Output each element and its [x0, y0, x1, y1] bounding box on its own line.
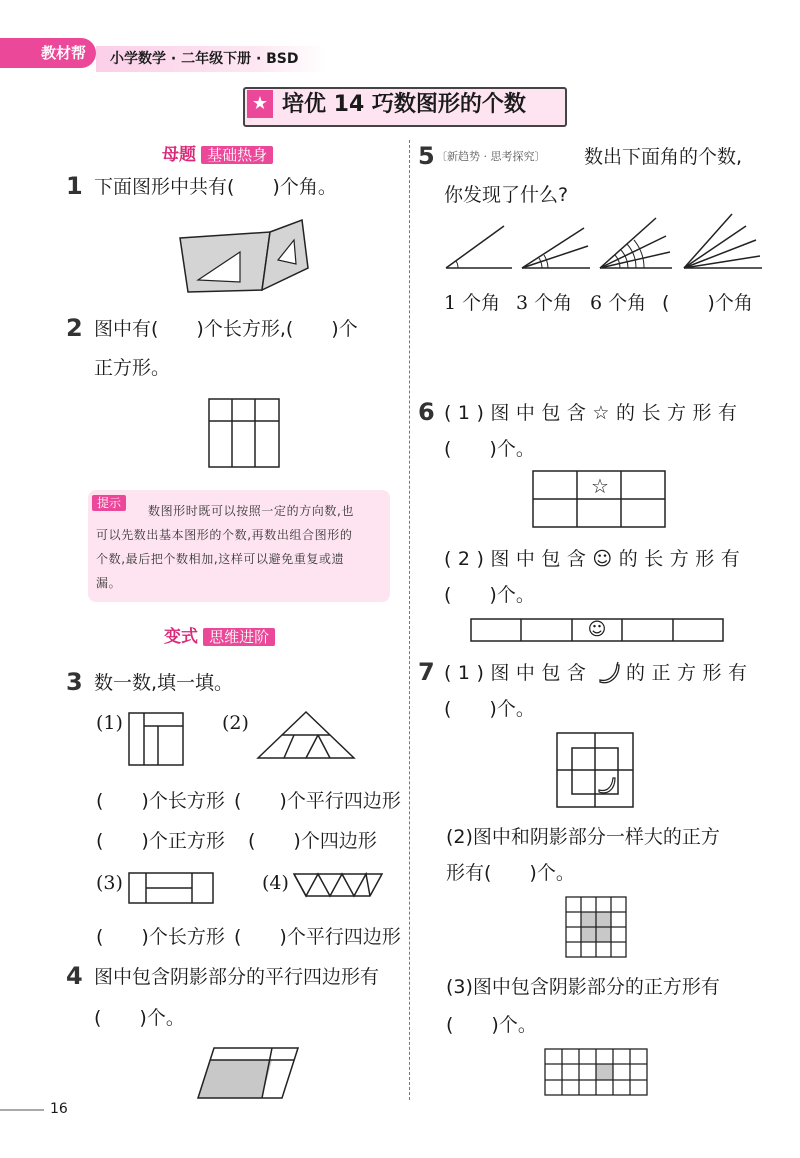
- q7-grid-shaded-cell: [596, 1064, 613, 1080]
- q5-label-4: ( )个角: [662, 292, 753, 314]
- q7-part2-line1: (2)图中和阴影部分一样大的正方: [446, 826, 720, 848]
- q3-label-1: (1): [96, 712, 123, 734]
- q3-answer-1: ( )个长方形: [96, 790, 225, 812]
- q3-figure-3: [128, 872, 216, 906]
- q6-part1-line1: (1)图中包含☆的长方形有: [444, 402, 744, 424]
- section-base: [162, 143, 273, 167]
- q3-answer-5: ( )个长方形: [96, 926, 225, 948]
- q5-tag: 〔新趋势 · 思考探究〕: [436, 150, 546, 163]
- q1-number: 1: [66, 172, 83, 200]
- q4-line1: 图中包含阴影部分的平行四边形有: [94, 966, 380, 988]
- q5-label-2: 3 个角: [516, 292, 573, 314]
- tip-line: 可以先数出基本图形的个数,再数出组合图形的: [96, 528, 353, 542]
- q3-figure-1: [128, 712, 186, 768]
- q3-answer-3: ( )个正方形: [96, 830, 225, 852]
- section-base-sub: 基础热身: [201, 146, 273, 164]
- tip-line: 漏。: [96, 576, 122, 590]
- section-base-tag: 母题: [162, 145, 196, 165]
- angle-group-3: [600, 218, 672, 268]
- q3-figure-2: [256, 710, 356, 762]
- star-icon: ★: [247, 90, 273, 118]
- q3-label-4: (4): [262, 872, 289, 894]
- q6-part1-line2: ( )个。: [444, 438, 535, 460]
- q7-part1-line2: ( )个。: [444, 698, 535, 720]
- q5-number: 5: [418, 142, 435, 170]
- section-variant: [164, 625, 275, 649]
- q7-number: 7: [418, 658, 435, 686]
- q2-line2: 正方形。: [94, 357, 171, 379]
- tip-label: 提示: [92, 495, 126, 511]
- q7-figure-1: [556, 732, 636, 810]
- q5-line1: 数出下面角的个数,: [584, 146, 743, 168]
- smile-cell-icon: ☺: [587, 619, 607, 640]
- page-title: 培优 14 巧数图形的个数: [282, 92, 526, 117]
- q2-figure: [208, 398, 282, 470]
- q3-number: 3: [66, 668, 83, 696]
- q5-label-3: 6 个角: [590, 292, 647, 314]
- q5-label-1: 1 个角: [444, 292, 501, 314]
- brand-badge: 教材帮: [0, 38, 96, 68]
- tip-line: 个数,最后把个数相加,这样可以避免重复或遗: [96, 552, 345, 566]
- q2-number: 2: [66, 314, 83, 342]
- angle-group-2: [522, 228, 590, 268]
- section-variant-sub: 思维进阶: [203, 628, 275, 646]
- angle-group-4: [684, 214, 762, 268]
- footer-rule: [0, 1109, 44, 1111]
- series-label: 小学数学 · 二年级下册 · BSD: [96, 46, 326, 72]
- q7-part3-line2: ( )个。: [446, 1014, 537, 1036]
- q7-part2-line2: 形有( )个。: [446, 862, 575, 884]
- q5-line2: 你发现了什么?: [444, 184, 569, 206]
- q3-label-3: (3): [96, 872, 123, 894]
- q3-answer-6: ( )个平行四边形: [234, 926, 401, 948]
- page-number: 16: [50, 1101, 68, 1117]
- section-variant-tag: 变式: [164, 627, 198, 647]
- q4-number: 4: [66, 962, 83, 990]
- q6-part2-line1: (2)图中包含☺的长方形有: [444, 548, 747, 570]
- q7-part1-line1c: 的正方形有: [626, 662, 754, 684]
- q3-text: 数一数,填一填。: [94, 672, 234, 694]
- q4-line2: ( )个。: [94, 1007, 185, 1029]
- q1-figure: [170, 210, 320, 300]
- q7-figure-2: [565, 896, 629, 958]
- q3-label-2: (2): [222, 712, 249, 734]
- tip-line: 数图形时既可以按照一定的方向数,也: [148, 504, 355, 518]
- q3-answer-2: ( )个平行四边形: [234, 790, 401, 812]
- angle-group-1: [446, 226, 512, 268]
- q7-figure-3: [544, 1048, 650, 1098]
- q7-part1-line1a: (1)图中包含: [444, 662, 593, 684]
- q2-line1: 图中有( )个长方形,( )个: [94, 318, 358, 340]
- star-cell-icon: ☆: [591, 474, 609, 498]
- q3-figure-4: [292, 872, 384, 898]
- q6-number: 6: [418, 398, 435, 426]
- q5-figure: [444, 210, 764, 272]
- q7-part3-line1: (3)图中包含阴影部分的正方形有: [446, 976, 720, 998]
- banana-icon: [596, 660, 622, 686]
- q6-part2-line2: ( )个。: [444, 584, 535, 606]
- q3-answer-4: ( )个四边形: [248, 830, 377, 852]
- q1-text: 下面图形中共有( )个角。: [94, 176, 337, 198]
- q4-figure: [196, 1046, 300, 1100]
- column-divider: [409, 140, 410, 1100]
